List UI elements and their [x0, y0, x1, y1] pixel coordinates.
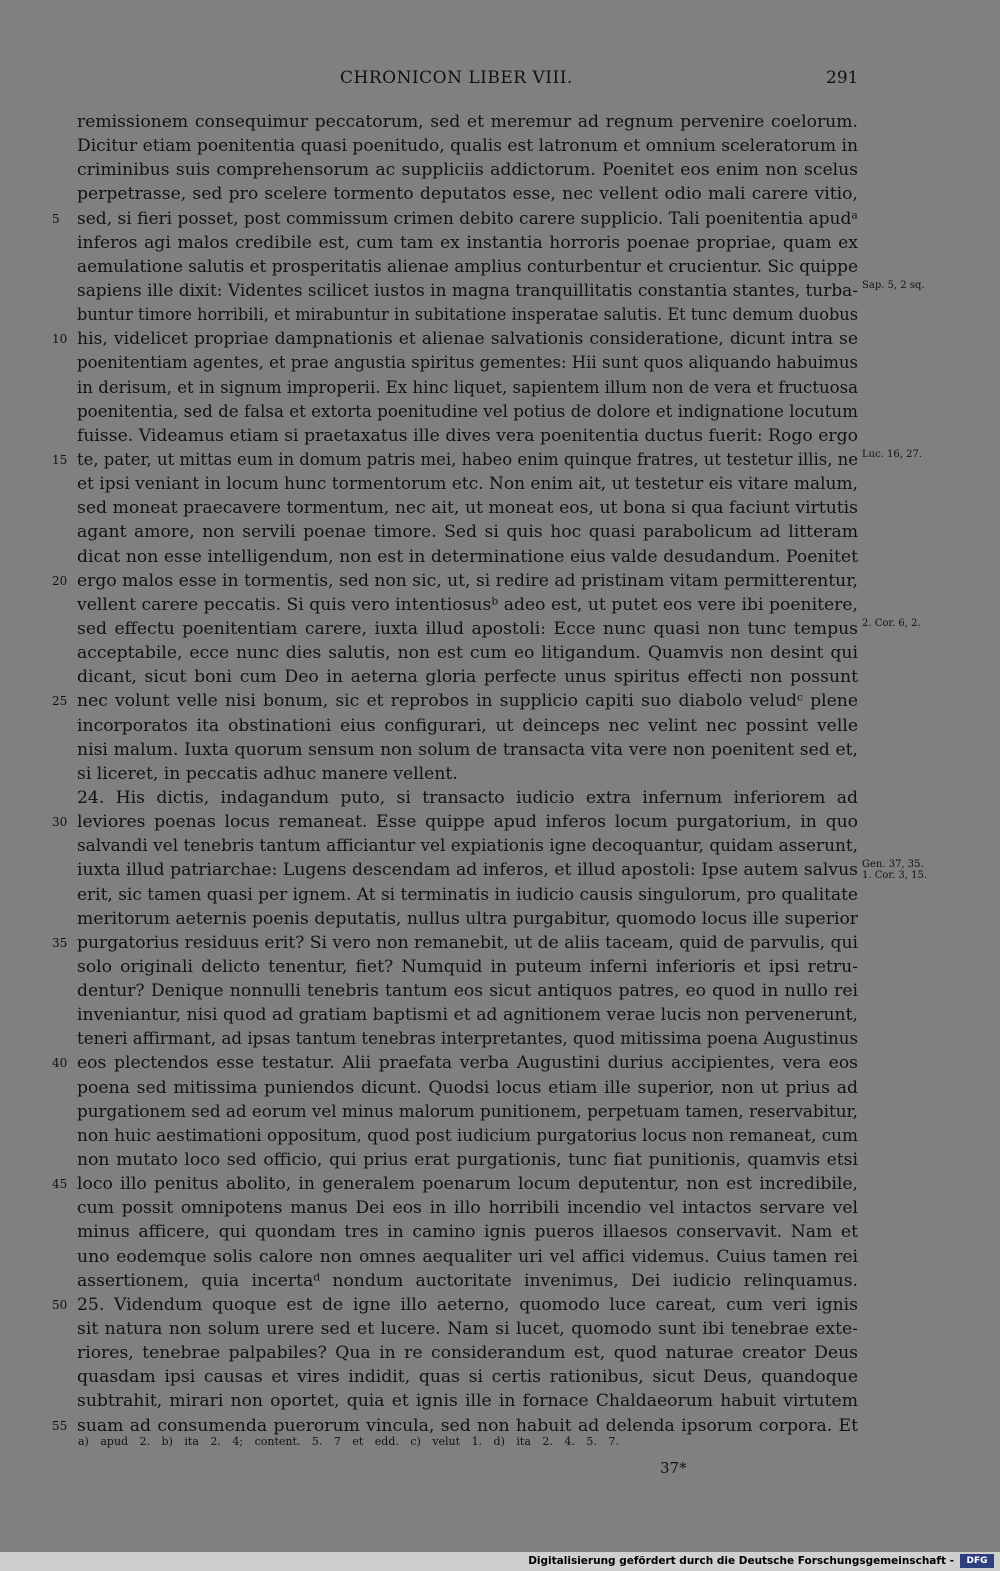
line-text: purgatorius residuus erit? Si vero non remanebit, ut de aliis taceam, quid de parvulis, qui — [77, 932, 858, 953]
line-text: leviores poenas locus remaneat. Esse quippe apud inferos locum purgatorium, in quo — [77, 812, 858, 833]
text-line — [77, 545, 858, 569]
line-text: te, pater, ut mittas eum in domum patris mei, habeo enim quinque fratres, ut testetur illis, ne — [77, 449, 858, 470]
line-text: dicat non esse intelligendum, non est in determinatione eius valde desudandum. Poenitet — [77, 546, 858, 567]
text-line — [77, 1389, 858, 1413]
text-line — [77, 496, 858, 520]
text-line — [52, 1293, 858, 1317]
text-line — [52, 931, 858, 955]
line-text: uno eodemque solis calore non omnes aequaliter uri vel affici videmus. Cuius tamen rei — [77, 1246, 858, 1267]
text-line — [77, 520, 858, 544]
line-text: salvandi vel tenebris tantum afficiantur vel expiationis igne decoquantur, quidam asserunt, — [77, 836, 858, 857]
text-line — [77, 1365, 858, 1389]
line-number: 20 — [52, 573, 68, 588]
line-text: meritorum aeternis poenis deputatis, nullus ultra purgabitur, quomodo locus ille superior — [77, 908, 858, 929]
text-line — [52, 207, 858, 231]
text-line — [77, 1196, 858, 1220]
margin-reference: Luc. 16, 27. — [862, 448, 923, 460]
line-number: 35 — [52, 935, 68, 950]
line-text: perpetrasse, sed pro scelere tormento deputatos esse, nec vellent odio mali carere vitio, — [77, 184, 858, 205]
text-line — [77, 665, 858, 689]
text-line — [77, 400, 858, 424]
text-line — [77, 834, 858, 858]
text-line — [77, 907, 858, 931]
margin-reference: Sap. 5, 2 sq. — [862, 279, 925, 291]
line-text: minus afficere, qui quondam tres in camino ignis pueros illaesos conservavit. Nam et — [77, 1222, 858, 1243]
line-text: suam ad consumenda puerorum vincula, sed non habuit ad delenda ipsorum corpora. Et — [77, 1415, 858, 1436]
line-text: sed moneat praecavere tormentum, nec ait, ut moneat eos, ut bona si qua faciunt virtutis — [77, 498, 858, 519]
text-line — [77, 714, 858, 738]
text-line — [77, 1341, 858, 1365]
line-text: non mutato loco sed officio, qui prius erat purgationis, tunc fiat punitionis, quamvis etsi — [77, 1150, 858, 1171]
line-text: et ipsi veniant in locum hunc tormentorum etc. Non enim ait, ut testetur eis vitare malum, — [77, 474, 858, 495]
line-text: teneri affirmant, ad ipsas tantum tenebras interpretantes, quod mitissima poena Augustinus — [77, 1029, 858, 1050]
text-line — [77, 955, 858, 979]
line-text: 24. His dictis, indagandum puto, si transacto iudicio extra infernum inferiorem ad — [77, 787, 858, 808]
line-text: sit natura non solum urere sed et lucere. Nam si lucet, quomodo sunt ibi tenebrae exte- — [77, 1319, 858, 1340]
line-text: Dicitur etiam poenitentia quasi poenitudo, qualis est latronum et omnium sceleratorum in — [77, 136, 858, 157]
line-text: agant amore, non servili poenae timore. Sed si quis hoc quasi parabolicum ad litteram — [77, 522, 858, 543]
running-header-title: CHRONICON LIBER VIII. — [340, 68, 573, 88]
text-line — [77, 593, 858, 617]
line-text: 25. Videndum quoque est de igne illo aeterno, quomodo luce careat, cum veri ignis — [77, 1294, 858, 1315]
line-text: purgationem sed ad eorum vel minus malorum punitionem, perpetuam tamen, reservabitur, — [77, 1101, 858, 1122]
text-line — [77, 883, 858, 907]
line-text: non huic aestimationi oppositum, quod post iudicium purgatorius locus non remaneat, cum — [77, 1125, 858, 1146]
text-line — [77, 1148, 858, 1172]
line-text: poena sed mitissima puniendos dicunt. Quodsi locus etiam ille superior, non ut prius ad — [77, 1077, 858, 1098]
line-text: eos plectendos esse testatur. Alii praefata verba Augustini durius accipientes, vera eos — [77, 1053, 858, 1074]
text-line — [52, 1172, 858, 1196]
text-line — [77, 617, 921, 641]
line-text: dicant, sicut boni cum Deo in aeterna gloria perfecte unus spiritus effecti non possunt — [77, 667, 858, 688]
line-text: incorporatos ita obstinationi eius configurari, ut deinceps nec velint nec possint velle — [77, 715, 858, 736]
text-line — [77, 858, 928, 882]
text-line — [77, 158, 858, 182]
text-line — [52, 569, 858, 593]
line-text: poenitentiam agentes, et prae angustia spiritus gementes: Hii sunt quos aliquando habuimus — [77, 353, 858, 374]
text-line — [52, 327, 858, 351]
line-number: 5 — [52, 211, 60, 226]
margin-reference: Gen. 37, 35. 1. Cor. 3, 15. — [862, 859, 928, 882]
line-text: inveniantur, nisi quod ad gratiam baptismi et ad agnitionem verae lucis non pervenerunt, — [77, 1005, 858, 1026]
line-text: erit, sic tamen quasi per ignem. At si terminatis in iudicio causis singulorum, pro qualitate — [77, 884, 858, 905]
line-text: sed, si fieri posset, post commissum crimen debito carere supplicio. Tali poenitentia apudᵃ — [77, 208, 858, 229]
line-text: inferos agi malos credibile est, cum tam ex instantia horroris poenae propriae, quam ex — [77, 232, 858, 253]
line-text: in derisum, et in signum improperii. Ex hinc liquet, sapientem illum non de vera et fructuosa — [77, 377, 858, 398]
line-text: nec volunt velle nisi bonum, sic et reprobos in supplicio capiti suo diabolo veludᶜ plene — [77, 691, 858, 712]
line-text: ergo malos esse in tormentis, sed non sic, ut, si redire ad pristinam vitam permitterentur, — [77, 570, 858, 591]
line-text: poenitentia, sed de falsa et extorta poenitudine vel potius de dolore et indignatione locutum — [77, 401, 858, 422]
line-text: solo originali delicto tenentur, fiet? Numquid in puteum inferni inferioris et ipsi retru- — [77, 956, 858, 977]
margin-reference: 2. Cor. 6, 2. — [862, 617, 921, 629]
line-text: si liceret, in peccatis adhuc manere vellent. — [77, 763, 458, 784]
main-text — [52, 110, 928, 1438]
text-line — [77, 255, 858, 279]
text-line — [77, 979, 858, 1003]
line-number: 30 — [52, 815, 68, 830]
text-line — [77, 1003, 858, 1027]
line-text: loco illo penitus abolito, in generalem poenarum locum deputentur, non est incredibile, — [77, 1174, 858, 1195]
line-text: criminibus suis comprehensorum ac suppliciis addictorum. Poenitet eos enim non scelus — [77, 160, 858, 181]
dfg-logo-icon: DFG — [960, 1554, 994, 1568]
text-line — [52, 448, 923, 472]
text-line — [77, 1027, 858, 1051]
text-line — [77, 1220, 858, 1244]
text-line — [77, 303, 858, 327]
line-text: dentur? Denique nonnulli tenebris tantum eos sicut antiquos patres, eo quod in nullo rei — [77, 981, 858, 1002]
line-number: 45 — [52, 1177, 68, 1192]
text-line — [77, 134, 858, 158]
line-text: cum possit omnipotens manus Dei eos in illo horribili incendio vel intactos servare vel — [77, 1198, 858, 1219]
line-text: acceptabile, ecce nunc dies salutis, non est cum eo litigandum. Quamvis non desint qui — [77, 643, 858, 664]
line-text: his, videlicet propriae dampnationis et alienae salvationis consideratione, dicunt intra se — [77, 329, 858, 350]
text-line — [77, 472, 858, 496]
text-line — [77, 1245, 858, 1269]
footer-credit: Digitalisierung gefördert durch die Deutsche Forschungsgemeinschaft - — [528, 1555, 954, 1567]
text-line — [77, 1124, 858, 1148]
text-line — [77, 376, 858, 400]
line-number: 50 — [52, 1297, 68, 1312]
line-text: vellent carere peccatis. Si quis vero intentiosusᵇ adeo est, ut putet eos vere ibi poenitere, — [77, 594, 858, 615]
line-text: quasdam ipsi causas et vires indidit, quas si certis rationibus, sicut Deus, quandoque — [77, 1367, 858, 1388]
text-line — [52, 810, 858, 834]
text-line — [52, 1051, 858, 1075]
text-line — [77, 762, 858, 786]
footnotes: a) apud 2. b) ita 2. 4; content. 5. 7 et edd. c) velut 1. d) ita 2. 4. 5. 7. — [78, 1435, 619, 1448]
text-line — [77, 1317, 858, 1341]
text-line — [77, 182, 858, 206]
page-number: 291 — [826, 68, 859, 88]
line-text: nisi malum. Iuxta quorum sensum non solum de transacta vita vere non poenitent sed et, — [77, 739, 858, 760]
line-number: 25 — [52, 694, 68, 709]
line-text: subtrahit, mirari non oportet, quia et ignis ille in fornace Chaldaeorum habuit virtutem — [77, 1391, 858, 1412]
text-line — [77, 1076, 858, 1100]
line-number: 40 — [52, 1056, 68, 1071]
line-text: assertionem, quia incertaᵈ nondum auctoritate invenimus, Dei iudicio relinquamus. — [77, 1270, 858, 1291]
line-text: fuisse. Videamus etiam si praetaxatus ille dives vera poenitentia ductus fuerit: Rogo ergo — [77, 425, 858, 446]
text-line — [77, 641, 858, 665]
text-line — [77, 279, 925, 303]
text-line — [77, 786, 858, 810]
line-number: 15 — [52, 452, 68, 467]
text-line — [77, 424, 858, 448]
text-line — [52, 689, 858, 713]
line-number: 55 — [52, 1418, 68, 1433]
line-number: 10 — [52, 332, 68, 347]
line-text: sapiens ille dixit: Videntes scilicet iustos in magna tranquillitatis constantia stantes, turba- — [77, 280, 858, 301]
text-line — [77, 231, 858, 255]
text-line — [77, 1269, 858, 1293]
line-text: buntur timore horribili, et mirabuntur in subitatione insperatae salutis. Et tunc demum duobus — [77, 305, 858, 326]
text-line — [77, 1100, 858, 1124]
text-line — [77, 351, 858, 375]
text-line — [77, 738, 858, 762]
line-text: sed effectu poenitentiam carere, iuxta illud apostoli: Ecce nunc quasi non tunc tempus — [77, 618, 858, 639]
line-text: riores, tenebrae palpabiles? Qua in re considerandum est, quod naturae creator Deus — [77, 1343, 858, 1364]
line-text: iuxta illud patriarchae: Lugens descendam ad inferos, et illud apostoli: Ipse autem salvus — [77, 860, 858, 881]
line-text: aemulatione salutis et prosperitatis alienae amplius conturbentur et crucientur. Sic quippe — [77, 256, 858, 277]
sheet-signature: 37* — [660, 1459, 687, 1477]
line-text: remissionem consequimur peccatorum, sed et meremur ad regnum pervenire coelorum. — [77, 112, 858, 132]
text-line — [77, 110, 858, 134]
